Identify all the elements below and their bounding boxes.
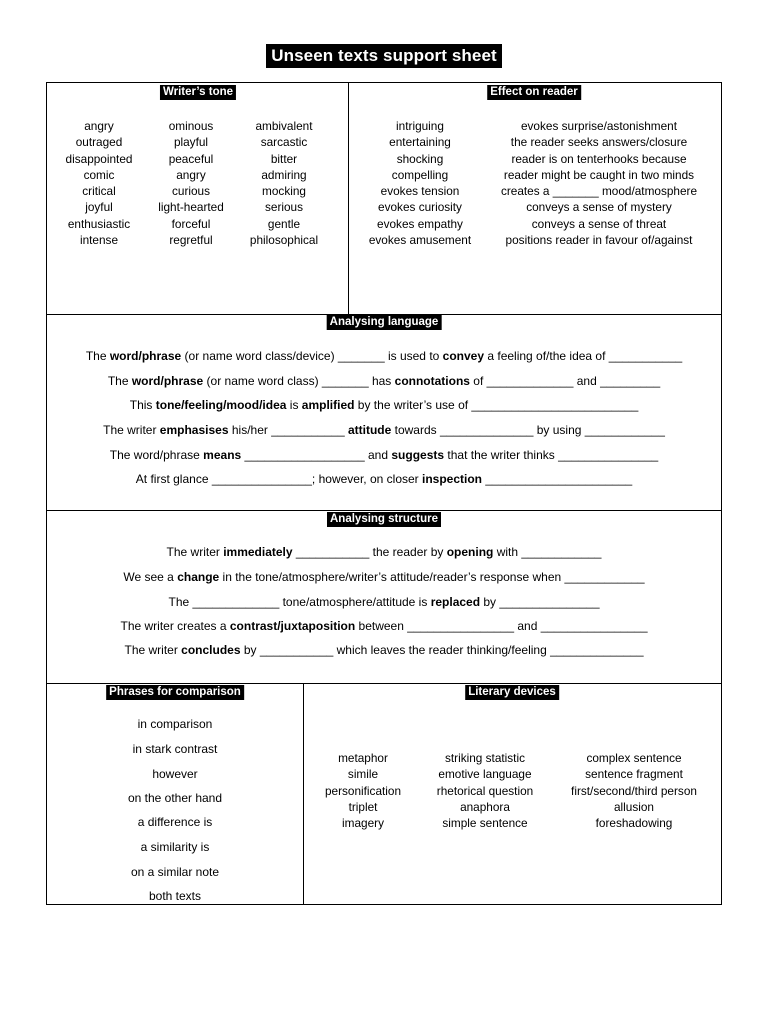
list-item: playful (173, 135, 209, 150)
list-item: intense (79, 233, 119, 248)
list-item: joyful (85, 200, 113, 215)
list-item: triplet (348, 799, 378, 814)
devices-col-2 (437, 750, 533, 831)
list-item: serious (264, 200, 304, 215)
list-item: sentence fragment (585, 767, 683, 782)
list-item: outraged (75, 135, 123, 150)
list-item: sarcastic (260, 135, 308, 150)
list-item: metaphor (338, 751, 388, 765)
list-item: a difference is (137, 815, 213, 829)
list-item: foreshadowing (595, 816, 673, 831)
list-item: anaphora (460, 799, 510, 814)
list-item: evokes curiosity (378, 200, 462, 215)
list-item: shocking (396, 151, 444, 166)
effect-col-1 (369, 118, 471, 248)
list-item: philosophical (249, 233, 319, 248)
list-item: the reader seeks answers/closure (510, 135, 688, 150)
list-item: in stark contrast (132, 742, 218, 756)
list-item: evokes amusement (368, 233, 472, 248)
language-sentence-6: At first glance _______________; however, on closer inspection ______________________ (135, 472, 633, 486)
structure-sentence-1: The writer immediately ___________ the reader by opening with ____________ (166, 545, 602, 559)
list-item: mocking (262, 184, 306, 199)
effect-on-reader-box (348, 82, 722, 315)
language-sentence-5: The word/phrase means __________________ and suggests that the writer thinks _______________ (109, 448, 659, 462)
list-item: curious (171, 184, 211, 199)
structure-sentence-4: The writer creates a contrast/juxtaposition between ________________ and ________________ (120, 619, 648, 633)
list-item: conveys a sense of threat (531, 216, 667, 231)
list-item: reader is on tenterhooks because (511, 151, 687, 166)
devices-col-1 (325, 750, 401, 831)
analysing-language-label: Analysing language (327, 315, 442, 330)
list-item: a similarity is (140, 840, 210, 854)
list-item: emotive language (438, 767, 532, 782)
list-item: positions reader in favour of/against (505, 233, 693, 248)
list-item: evokes surprise/astonishment (520, 119, 678, 133)
writers-tone-box (46, 82, 349, 315)
list-item: creates a _______ mood/atmosphere (500, 184, 698, 199)
writers-tone-col-1 (66, 118, 133, 248)
structure-sentence-2: We see a change in the tone/atmosphere/writer’s attitude/reader’s response when ____________ (123, 570, 645, 584)
list-item: on the other hand (127, 791, 223, 805)
analysing-language-box (46, 314, 722, 511)
literary-devices-box (303, 683, 722, 905)
list-item: reader might be caught in two minds (503, 167, 695, 182)
list-item: enthusiastic (67, 216, 131, 231)
list-item: admiring (261, 167, 307, 182)
list-item: disappointed (65, 151, 133, 166)
list-item: both texts (148, 889, 202, 903)
list-item: compelling (391, 167, 449, 182)
list-item: angry (176, 167, 206, 182)
language-sentence-2: The word/phrase (or name word class) _______ has connotations of _____________ and _________ (107, 374, 661, 388)
literary-devices-label: Literary devices (465, 685, 559, 700)
list-item: striking statistic (445, 751, 525, 765)
list-item: evokes tension (380, 184, 460, 199)
list-item: ambivalent (255, 119, 313, 133)
list-item: ominous (168, 119, 214, 133)
writers-tone-col-3 (250, 118, 318, 248)
list-item: bitter (270, 151, 298, 166)
list-item: evokes empathy (377, 216, 463, 231)
phrases-comparison-label: Phrases for comparison (106, 685, 244, 700)
list-item: allusion (613, 799, 654, 814)
analysing-structure-box (46, 510, 722, 684)
list-item: simple sentence (442, 816, 528, 831)
list-item: complex sentence (586, 751, 682, 765)
analysing-structure-label: Analysing structure (327, 512, 441, 527)
list-item: light-hearted (158, 200, 224, 215)
list-item: entertaining (389, 135, 451, 150)
language-sentence-4: The writer emphasises his/her ___________ attitude towards ______________ by using ____________ (103, 423, 665, 437)
list-item: on a similar note (130, 865, 220, 879)
language-sentence-3: This tone/feeling/mood/idea is amplified by the writer’s use of _________________________ (129, 398, 639, 412)
list-item: critical (82, 184, 116, 199)
list-item: rhetorical question (436, 783, 534, 798)
structure-sentence-5: The writer concludes by ___________ which leaves the reader thinking/feeling ______________ (124, 643, 644, 657)
language-sentence-1: The word/phrase (or name word class/device) _______ is used to convey a feeling of/the idea of ___________ (85, 349, 683, 363)
devices-col-3 (571, 750, 697, 831)
page-title: Unseen texts support sheet (266, 44, 502, 68)
list-item: however (152, 767, 198, 781)
writers-tone-label: Writer’s tone (160, 85, 236, 100)
list-item: personification (324, 783, 402, 798)
list-item: forceful (171, 216, 211, 231)
list-item: gentle (267, 216, 301, 231)
list-item: conveys a sense of mystery (526, 200, 672, 215)
writers-tone-col-2 (158, 118, 224, 248)
list-item: peaceful (168, 151, 214, 166)
list-item: simile (347, 767, 379, 782)
list-item: in comparison (137, 717, 213, 731)
list-item: comic (83, 167, 115, 182)
effect-col-2 (501, 118, 697, 248)
list-item: regretful (169, 233, 213, 248)
list-item: angry (84, 119, 114, 133)
phrases-comparison-box (46, 683, 304, 905)
structure-sentence-3: The _____________ tone/atmosphere/attitude is replaced by _______________ (168, 595, 600, 609)
list-item: imagery (342, 816, 384, 831)
effect-on-reader-label: Effect on reader (487, 85, 581, 100)
list-item: intriguing (396, 119, 444, 133)
list-item: first/second/third person (571, 783, 697, 798)
